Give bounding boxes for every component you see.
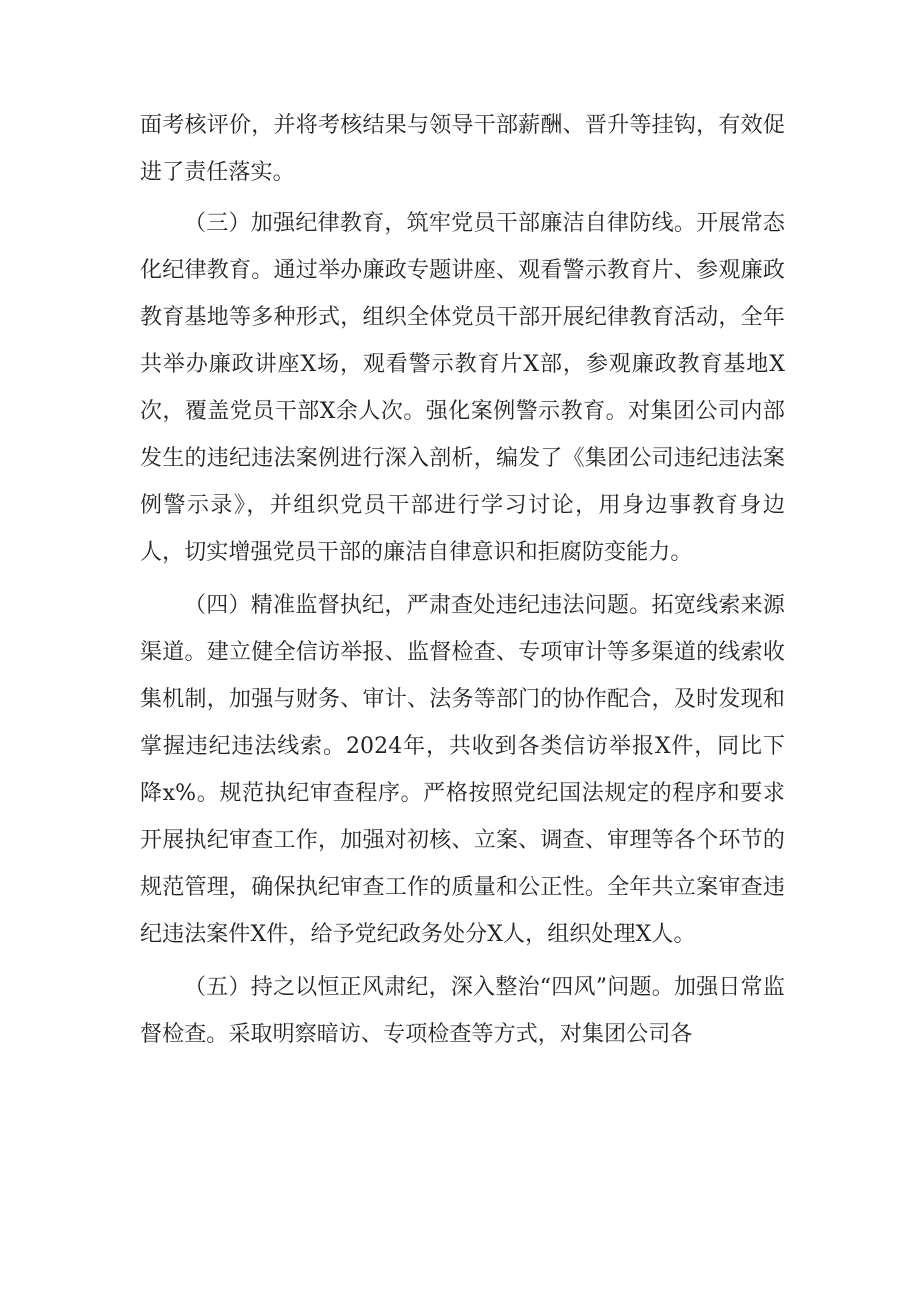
document-body [140,102,785,1058]
paragraph-continuation: 面考核评价，并将考核结果与领导干部薪酬、晋升等挂钩，有效促进了责任落实。 [140,113,785,185]
paragraph-section-3: （三）加强纪律教育，筑牢党员干部廉洁自律防线。开展常态化纪律教育。通过举办廉政专题讲座、观看警示教育片、参观廉政教育基地等多种形式，组织全体党员干部开展纪律教育活动，全年共举办廉政讲座X场，观看警示教育片X部，参观廉政教育基地X次，覆盖党员干部X余人次。强化案例警示教育。对集团公司内部发生的违纪违法案例进行深入剖析，编发了《集团公司违纪违法案例警示录》，并组织党员干部进行学习讨论，用身边事教育身边人，切实增强党员干部的廉洁自律意识和拒腐防变能力。 [140,211,785,565]
paragraph-section-4: （四）精准监督执纪，严肃查处违纪违法问题。拓宽线索来源渠道。建立健全信访举报、监督检查、专项审计等多渠道的线索收集机制，加强与财务、审计、法务等部门的协作配合，及时发现和掌握违纪违法线索。2024年，共收到各类信访举报X件，同比下降x%。规范执纪审查程序。严格按照党纪国法规定的程序和要求开展执纪审查工作，加强对初核、立案、调查、审理等各个环节的规范管理，确保执纪审查工作的质量和公正性。全年共立案审查违纪违法案件X件，给予党纪政务处分X人，组织处理X人。 [140,593,785,947]
paragraph-section-5: （五）持之以恒正风肃纪，深入整治“四风”问题。加强日常监督检查。采取明察暗访、专项检查等方式，对集团公司各 [140,975,785,1047]
